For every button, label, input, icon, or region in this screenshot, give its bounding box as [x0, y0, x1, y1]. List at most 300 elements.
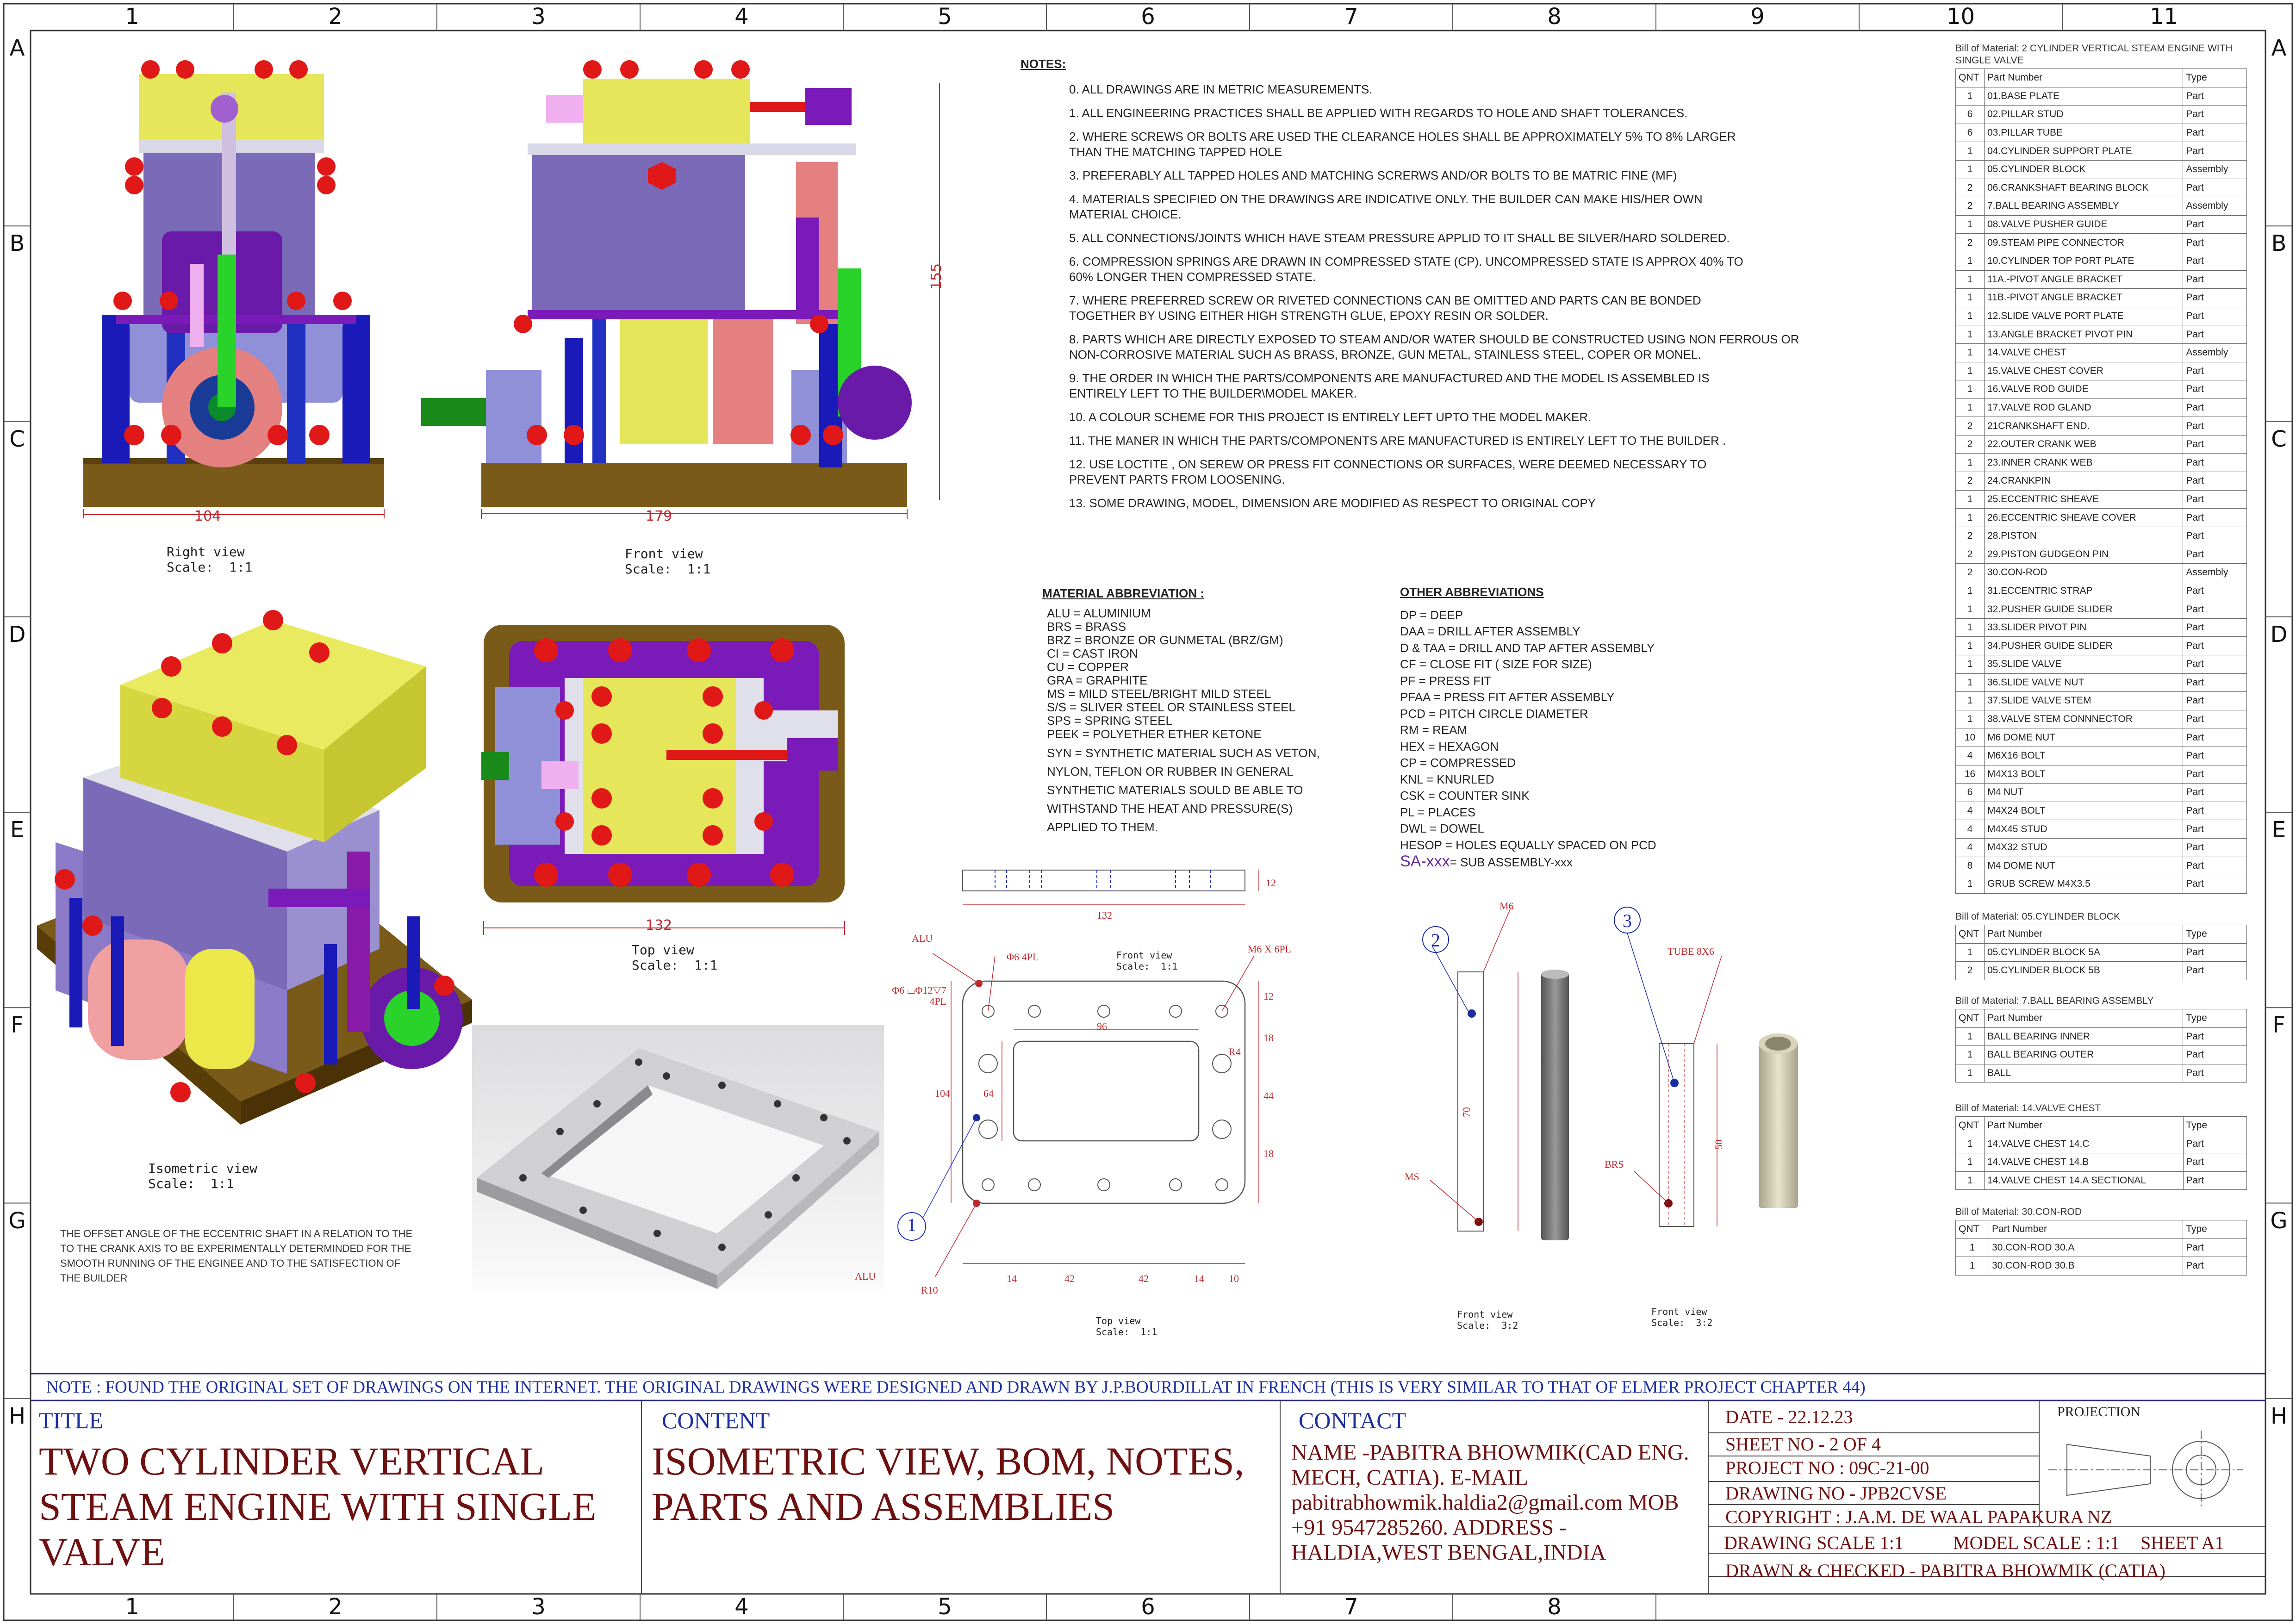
bom-row	[1956, 87, 2247, 106]
bom-row	[1956, 618, 2247, 637]
right-view-drawing	[74, 56, 403, 523]
bom-row	[1956, 1064, 2247, 1083]
bom-row	[1956, 325, 2247, 344]
bom-main	[1955, 43, 2247, 894]
bom-row	[1956, 600, 2247, 619]
bom-cell: 22.OUTER CRANK WEB	[1984, 435, 2183, 454]
bom-cell: 16	[1956, 765, 1985, 784]
bom-cell: 13.ANGLE BRACKET PIVOT PIN	[1984, 325, 2183, 344]
bom-cell: 16.VALVE ROD GUIDE	[1984, 380, 2183, 399]
bom-cell: 21CRANKSHAFT END.	[1984, 417, 2183, 436]
bom-cell: Part	[2183, 252, 2247, 270]
bom-cell: 2	[1956, 435, 1985, 454]
bom-row	[1956, 1153, 2247, 1172]
material-abbreviation-block	[1042, 586, 1352, 836]
bom-row	[1956, 106, 2247, 124]
pillar-stud-caption: Front view Scale: 3:2	[1457, 1309, 1518, 1331]
bom-cell: Part	[2183, 417, 2247, 436]
bom-cell: 1	[1956, 1171, 1985, 1190]
svg-text:ALU: ALU	[912, 933, 933, 944]
bom-cell: 29.PISTON GUDGEON PIN	[1984, 545, 2183, 564]
bom-cell: 2	[1956, 545, 1985, 564]
bom-header-cell: Part Number	[1984, 1009, 2183, 1028]
grid-col-bottom: 1	[125, 1594, 139, 1620]
bom-cell: 28.PISTON	[1984, 527, 2183, 545]
bom-cell: M4X32 STUD	[1984, 838, 2183, 857]
bom-cell: M4 DOME NUT	[1984, 857, 2183, 875]
note-item: 12. USE LOCTITE , ON SEREW OR PRESS FIT CONNECTIONS OR SURFACES, WERE DEEMED NECESSARY TO PREVENT PARTS FROM LOOSENING.	[1069, 457, 1707, 486]
bom-cell: 1	[1956, 87, 1985, 106]
bom-cell: 1	[1956, 380, 1985, 399]
bom-cylinder-title: Bill of Material: 05.CYLINDER BLOCK	[1955, 911, 2120, 922]
svg-text:Φ6 4PL: Φ6 4PL	[1007, 951, 1039, 963]
pillar-stud-material: MS	[1405, 1171, 1419, 1182]
grid-col-top: 5	[938, 4, 952, 30]
bom-cell: 24.CRANKPIN	[1984, 472, 2183, 491]
bom-main-title: Bill of Material: 2 CYLINDER VERTICAL STEAM ENGINE WITH SINGLE VALVE	[1955, 43, 2233, 66]
bom-cell: 14.VALVE CHEST	[1984, 343, 2183, 362]
bom-cell: 1	[1956, 490, 1985, 509]
bom-row	[1956, 802, 2247, 820]
bom-cell: Part	[2183, 747, 2247, 765]
note-item: 7. WHERE PREFERRED SCREW OR RIVETED CONNECTIONS CAN BE OMITTED AND PARTS CAN BE BONDED TOGETHER BY USING EITHER HIGH STRENGTH GLUE, EPOXY RESIN OR SOLDER.	[1069, 293, 1701, 323]
bom-cell: 34.PUSHER GUIDE SLIDER	[1984, 637, 2183, 655]
plate-hole-callout: Φ6 ⌴Φ12▽7 4PL	[892, 984, 946, 1007]
bom-row	[1956, 747, 2247, 765]
bom-cell: 1	[1956, 454, 1985, 472]
projection-label: PROJECTION	[2057, 1404, 2141, 1419]
bom-cell: Part	[2183, 234, 2247, 252]
bom-cell: 2	[1956, 197, 1985, 216]
other-abbr-item: PFAA = PRESS FIT AFTER ASSEMBLY	[1400, 690, 1615, 704]
bom-cell: 4	[1956, 820, 1985, 839]
bom-row	[1956, 784, 2247, 802]
bom-row	[1956, 362, 2247, 380]
bom-cell: 2	[1956, 564, 1985, 582]
syn-note: SYN = SYNTHETIC MATERIAL SUCH AS VETON, NYLON, TEFLON OR RUBBER IN GENERAL SYNTHETIC MATERIALS SOULD BE ABLE TO WITHSTAND THE HEAT AND PRESSURE(S) APPLIED TO THEM.	[1047, 746, 1320, 834]
bom-cell: M4X13 BOLT	[1984, 765, 2183, 784]
bom-row	[1956, 1046, 2247, 1064]
title-block-note: NOTE : FOUND THE ORIGINAL SET OF DRAWINGS ON THE INTERNET. THE ORIGINAL DRAWINGS WERE DESIGNED AND DRAWN BY J.P.BOURDILLAT IN FRENCH (THIS IS VERY SIMILAR TO THAT OF ELMER PROJECT CHAPTER 44)	[46, 1378, 1866, 1397]
bom-row	[1956, 1171, 2247, 1190]
bom-cell: Part	[2183, 215, 2247, 234]
content-label: CONTENT	[662, 1407, 770, 1433]
bom-cell: 1	[1956, 692, 1985, 710]
bom-valve-chest	[1955, 1102, 2247, 1190]
svg-text:132: 132	[1097, 909, 1112, 921]
bom-cell: 14.VALVE CHEST 14.C	[1984, 1135, 2183, 1153]
bom-cell: 30.CON-ROD 30.A	[1989, 1238, 2183, 1257]
bom-cell: 6	[1956, 106, 1985, 124]
bom-cell: 11A.-PIVOT ANGLE BRACKET	[1984, 270, 2183, 289]
bom-cell: 1	[1956, 142, 1985, 161]
svg-text:42: 42	[1139, 1273, 1149, 1284]
bom-row	[1956, 307, 2247, 325]
other-abbr-item: DP = DEEP	[1400, 608, 1463, 622]
bom-cell: Part	[2183, 87, 2247, 106]
bom-row	[1956, 270, 2247, 289]
bom-cell: 35.SLIDE VALVE	[1984, 655, 2183, 674]
bom-cell: BALL	[1984, 1064, 2183, 1083]
note-item: 5. ALL CONNECTIONS/JOINTS WHICH HAVE STEAM PRESSURE APPLID TO IT SHALL BE SILVER/HARD SOLDERED.	[1069, 231, 1730, 245]
plate-3d-render	[472, 1025, 884, 1289]
bom-row	[1956, 252, 2247, 270]
grid-col-top: 2	[328, 4, 342, 30]
other-abbr-item: DAA = DRILL AFTER ASSEMBLY	[1400, 624, 1580, 638]
info-drawing-scale: DRAWING SCALE 1:1	[1724, 1532, 1904, 1553]
bom-row	[1956, 179, 2247, 197]
bom-cell: 38.VALVE STEM CONNNECTOR	[1984, 710, 2183, 728]
bom-cell: 08.VALVE PUSHER GUIDE	[1984, 215, 2183, 234]
bom-header-cell: QNT	[1956, 925, 1985, 944]
bom-cell: Part	[2183, 1171, 2247, 1190]
grid-col-top: 10	[1946, 4, 1975, 30]
bom-cell: 2	[1956, 234, 1985, 252]
material-abbr-item: CI = CAST IRON	[1047, 647, 1138, 660]
bom-cell: Part	[2183, 857, 2247, 875]
bom-cell: Part	[2183, 820, 2247, 839]
note-item: 6. COMPRESSION SPRINGS ARE DRAWN IN COMPRESSED STATE (CP). UNCOMPRESSED STATE IS APPROX 40% TO 60% LONGER THEN COMPRESSED STATE.	[1069, 255, 1743, 284]
material-abbreviation-title: MATERIAL ABBREVIATION :	[1042, 586, 1205, 600]
bom-cell: 1	[1956, 655, 1985, 674]
bom-row	[1956, 857, 2247, 875]
bom-row	[1956, 160, 2247, 179]
bom-cell: 1	[1956, 307, 1985, 325]
bom-cell: Part	[2183, 1046, 2247, 1064]
bom-cell: Part	[2183, 943, 2247, 962]
bom-cell: 37.SLIDE VALVE STEM	[1984, 692, 2183, 710]
pillar-tube-caption: Front view Scale: 3:2	[1651, 1306, 1713, 1328]
svg-text:96: 96	[1097, 1020, 1107, 1032]
bom-cell: Assembly	[2183, 160, 2247, 179]
material-abbr-item: CU = COPPER	[1047, 660, 1129, 674]
grid-row-left: F	[11, 1012, 24, 1039]
bom-cell: Part	[2183, 692, 2247, 710]
bom-cell: 23.INNER CRANK WEB	[1984, 454, 2183, 472]
contact-label: CONTACT	[1299, 1407, 1406, 1433]
bom-cell: 36.SLIDE VALVE NUT	[1984, 673, 2183, 692]
note-item: 1. ALL ENGINEERING PRACTICES SHALL BE APPLIED WITH REGARDS TO HOLE AND SHAFT TOLERANCES.	[1069, 106, 1688, 120]
bom-header-cell: Part Number	[1984, 1117, 2183, 1135]
bom-row	[1956, 289, 2247, 307]
isometric-view-drawing	[28, 592, 477, 1143]
other-abbr-item: HEX = HEXAGON	[1400, 739, 1499, 753]
bom-cell: Part	[2183, 1238, 2247, 1257]
bom-cell: 1	[1956, 215, 1985, 234]
bom-cell: 11B.-PIVOT ANGLE BRACKET	[1984, 289, 2183, 307]
svg-text:12: 12	[1266, 877, 1276, 889]
bom-cell: 1	[1956, 160, 1985, 179]
bom-cell: Part	[2183, 398, 2247, 417]
grid-row-right: D	[2270, 621, 2288, 647]
grid-row-right: G	[2270, 1207, 2288, 1234]
note-item: 9. THE ORDER IN WHICH THE PARTS/COMPONENTS ARE MANUFACTURED AND THE MODEL IS ASSEMBLED IS ENTIRELY LEFT TO THE BUILDER\MODEL MAKER.	[1069, 371, 1710, 400]
bom-cell: 03.PILLAR TUBE	[1984, 124, 2183, 142]
bom-row	[1956, 820, 2247, 839]
material-abbr-item: BRS = BRASS	[1047, 620, 1126, 634]
grid-row-left: C	[9, 426, 25, 452]
bom-cell: 05.CYLINDER BLOCK	[1984, 160, 2183, 179]
material-abbr-item: PEEK = POLYETHER ETHER KETONE	[1047, 727, 1262, 741]
grid-col-top: 9	[1750, 4, 1765, 30]
bom-cell: Part	[2183, 106, 2247, 124]
bom-cell: 33.SLIDER PIVOT PIN	[1984, 618, 2183, 637]
info-drawn-checked: DRAWN & CHECKED - PABITRA BHOWMIK (CATIA)	[1725, 1560, 2165, 1581]
bom-cell: 1	[1956, 343, 1985, 362]
grid-col-bottom: 2	[328, 1594, 342, 1620]
bom-cell: 1	[1956, 1153, 1985, 1172]
bom-header-cell: Type	[2183, 1009, 2247, 1028]
bom-cell: M6 DOME NUT	[1984, 728, 2183, 747]
grid-col-bottom: 4	[734, 1594, 749, 1620]
bom-cell: 7.BALL BEARING ASSEMBLY	[1984, 197, 2183, 216]
bom-cell: 1	[1956, 398, 1985, 417]
bom-cell: 1	[1956, 875, 1985, 894]
svg-text:2: 2	[1431, 930, 1440, 951]
isometric-view-caption: Isometric view Scale: 1:1	[148, 1161, 258, 1191]
svg-text:ALU: ALU	[855, 1270, 876, 1282]
bom-cell: 1	[1956, 618, 1985, 637]
grid-row-left: G	[8, 1207, 26, 1234]
bom-cell: Part	[2183, 142, 2247, 161]
bom-header-cell: QNT	[1956, 1009, 1985, 1028]
svg-text:44: 44	[1263, 1090, 1274, 1101]
bom-row	[1956, 582, 2247, 600]
bom-row	[1956, 710, 2247, 728]
bom-cell: Part	[2183, 380, 2247, 399]
drawing-title: TWO CYLINDER VERTICAL STEAM ENGINE WITH SINGLE VALVE	[39, 1439, 597, 1574]
bom-row	[1956, 417, 2247, 436]
svg-text:18: 18	[1263, 1032, 1274, 1044]
drawing-content: ISOMETRIC VIEW, BOM, NOTES, PARTS AND ASSEMBLIES	[652, 1439, 1244, 1529]
grid-row-left: B	[9, 230, 25, 257]
bom-cell: BALL BEARING OUTER	[1984, 1046, 2183, 1064]
bom-row	[1956, 435, 2247, 454]
top-view-caption: Top view Scale: 1:1	[632, 942, 718, 973]
info-model-scale: MODEL SCALE : 1:1	[1953, 1532, 2120, 1553]
bom-conrod-title: Bill of Material: 30.CON-ROD	[1955, 1207, 2082, 1217]
svg-text:M6 X 6PL: M6 X 6PL	[1247, 943, 1291, 955]
base-plate-dims	[852, 852, 1379, 1351]
bom-cell: 1	[1956, 252, 1985, 270]
bom-cell: 10.CYLINDER TOP PORT PLATE	[1984, 252, 2183, 270]
plate-top-caption: Top view Scale: 1:1	[1096, 1315, 1157, 1338]
grid-col-bottom: 3	[531, 1594, 546, 1620]
bom-cell: Part	[2183, 1257, 2247, 1276]
svg-text:1: 1	[907, 1214, 916, 1235]
bom-row	[1956, 655, 2247, 674]
bom-cell: M4X45 STUD	[1984, 820, 2183, 839]
notes-block	[1020, 56, 1807, 519]
bom-cell: 14.VALVE CHEST 14.B	[1984, 1153, 2183, 1172]
material-abbr-item: MS = MILD STEEL/BRIGHT MILD STEEL	[1047, 687, 1271, 701]
bom-cell: Part	[2183, 673, 2247, 692]
svg-text:R4: R4	[1229, 1046, 1241, 1058]
bom-cell: Part	[2183, 1153, 2247, 1172]
bom-cell: Part	[2183, 765, 2247, 784]
info-date: DATE - 22.12.23	[1725, 1406, 1853, 1427]
bom-cylinder-table	[1955, 925, 2247, 980]
bom-cell: Part	[2183, 325, 2247, 344]
bom-cell: 1	[1956, 1135, 1985, 1153]
bom-header-cell: QNT	[1956, 1117, 1985, 1135]
bom-cell: Part	[2183, 655, 2247, 674]
front-view-drawing	[412, 51, 953, 528]
bom-row	[1956, 564, 2247, 582]
bom-cell: Part	[2183, 472, 2247, 491]
grid-col-top: 4	[734, 4, 749, 30]
bom-cell: M6X16 BOLT	[1984, 747, 2183, 765]
material-abbr-item: SPS = SPRING STEEL	[1047, 714, 1172, 728]
bom-cell: 09.STEAM PIPE CONNECTOR	[1984, 234, 2183, 252]
note-item: 10. A COLOUR SCHEME FOR THIS PROJECT IS ENTIRELY LEFT UPTO THE MODEL MAKER.	[1069, 410, 1592, 424]
bom-cell: Part	[2183, 802, 2247, 820]
bom-cell: Part	[2183, 875, 2247, 894]
plate-front-caption: Front view Scale: 1:1	[1116, 950, 1178, 972]
bom-header-cell: QNT	[1956, 1220, 1989, 1239]
bom-row	[1956, 692, 2247, 710]
right-view-dim: 104	[194, 508, 221, 524]
svg-text:12: 12	[1263, 990, 1274, 1002]
grid-col-top: 11	[2149, 4, 2178, 30]
bom-cell: Part	[2183, 582, 2247, 600]
bom-row	[1956, 838, 2247, 857]
bom-cell: 6	[1956, 124, 1985, 142]
material-abbr-item: ALU = ALUMINIUM	[1047, 606, 1151, 620]
info-project-no: PROJECT NO : 09C-21-00	[1725, 1457, 1929, 1478]
bom-cell: 04.CYLINDER SUPPORT PLATE	[1984, 142, 2183, 161]
contact-details: NAME -PABITRA BHOWMIK(CAD ENG. MECH, CATIA). E-MAIL pabitrabhowmik.haldia2@gmail.com MOB +91 9547285260. ADDRESS -HALDIA,WEST BENGAL,INDIA	[1291, 1440, 1689, 1565]
bom-cell: 1	[1956, 509, 1985, 527]
bom-cell: Part	[2183, 527, 2247, 545]
bom-cell: 06.CRANKSHAFT BEARING BLOCK	[1984, 179, 2183, 197]
bom-cell: 1	[1956, 270, 1985, 289]
note-item: 4. MATERIALS SPECIFIED ON THE DRAWINGS ARE INDICATIVE ONLY. THE BUILDER CAN MAKE HIS/HER OWN MATERIAL CHOICE.	[1069, 192, 1703, 221]
front-view-dim-height: 155	[928, 263, 945, 290]
pillar-stud-thread: M6	[1500, 900, 1514, 912]
bom-cell: 1	[1956, 325, 1985, 344]
svg-text:R10: R10	[921, 1284, 938, 1296]
bom-cell: M4X24 BOLT	[1984, 802, 2183, 820]
bom-cell: 2	[1956, 179, 1985, 197]
bom-cell: 25.ECCENTRIC SHEAVE	[1984, 490, 2183, 509]
grid-row-right: C	[2271, 426, 2287, 452]
top-view-drawing	[481, 622, 847, 942]
bom-row	[1956, 509, 2247, 527]
grid-col-top: 8	[1547, 4, 1562, 30]
bom-header-cell: QNT	[1956, 69, 1985, 87]
bom-cell: Part	[2183, 179, 2247, 197]
info-sheet-size: SHEET A1	[2140, 1532, 2224, 1553]
bom-row	[1956, 875, 2247, 894]
bom-cell: Assembly	[2183, 564, 2247, 582]
bom-main-table	[1955, 68, 2247, 894]
bom-cell: 05.CYLINDER BLOCK 5A	[1984, 943, 2183, 962]
notes-title: NOTES:	[1020, 57, 1066, 71]
pillar-tube-length: 50	[1713, 1139, 1724, 1150]
front-view-dim-width: 179	[646, 508, 672, 524]
bom-cell: 01.BASE PLATE	[1984, 87, 2183, 106]
bom-row	[1956, 490, 2247, 509]
bom-header-cell: Type	[2183, 1117, 2247, 1135]
bom-cell: Assembly	[2183, 343, 2247, 362]
material-abbr-item: GRA = GRAPHITE	[1047, 673, 1148, 687]
bom-cell: 8	[1956, 857, 1985, 875]
bom-cell: Part	[2183, 545, 2247, 564]
bom-cell: Part	[2183, 289, 2247, 307]
bom-row	[1956, 1135, 2247, 1153]
other-abbr-item: D & TAA = DRILL AND TAP AFTER ASSEMBLY	[1400, 641, 1655, 655]
material-abbr-item: S/S = SLIVER STEEL OR STAINLESS STEEL	[1047, 700, 1295, 714]
info-drawing-no: DRAWING NO - JPB2CVSE	[1725, 1483, 1947, 1504]
grid-row-right: B	[2271, 230, 2287, 257]
material-abbr-item: BRZ = BRONZE OR GUNMETAL (BRZ/GM)	[1047, 633, 1283, 647]
bom-row	[1956, 527, 2247, 545]
bom-row	[1956, 1027, 2247, 1046]
note-item: 13. SOME DRAWING, MODEL, DIMENSION ARE MODIFIED AS RESPECT TO ORIGINAL COPY	[1069, 496, 1596, 510]
bom-row	[1956, 962, 2247, 980]
other-abbr-item: DWL = DOWEL	[1400, 821, 1484, 835]
bom-cell: 4	[1956, 802, 1985, 820]
bom-header-cell: Type	[2183, 1220, 2247, 1239]
grid-row-left: A	[9, 35, 25, 61]
other-abbr-item: HESOP = HOLES EQUALLY SPACED ON PCD	[1400, 838, 1656, 852]
bom-cell: 1	[1956, 943, 1985, 962]
info-sheet-no: SHEET NO - 2 OF 4	[1725, 1434, 1881, 1455]
bom-cell: 1	[1956, 1027, 1985, 1046]
bom-header-cell: Type	[2183, 69, 2247, 87]
bom-cell: 17.VALVE ROD GLAND	[1984, 398, 2183, 417]
grid-col-bottom: 5	[938, 1594, 952, 1620]
bom-cell: 10	[1956, 728, 1985, 747]
bom-cell: 26.ECCENTRIC SHEAVE COVER	[1984, 509, 2183, 527]
bom-cell: Part	[2183, 362, 2247, 380]
bom-row	[1956, 943, 2247, 962]
bom-cell: 2	[1956, 472, 1985, 491]
bom-cell: 30.CON-ROD 30.B	[1989, 1257, 2183, 1276]
bom-cell: Part	[2183, 1027, 2247, 1046]
bom-cell: Part	[2183, 1135, 2247, 1153]
bom-cell: Part	[2183, 270, 2247, 289]
bom-cell: Part	[2183, 710, 2247, 728]
grid-row-right: F	[2272, 1012, 2285, 1039]
bom-row	[1956, 765, 2247, 784]
bom-cell: Part	[2183, 600, 2247, 619]
bom-cell: 2	[1956, 527, 1985, 545]
info-copyright: COPYRIGHT : J.A.M. DE WAAL PAPAKURA NZ	[1725, 1506, 2112, 1527]
bom-cell: Part	[2183, 307, 2247, 325]
bom-row	[1956, 124, 2247, 142]
bom-cell: Part	[2183, 435, 2247, 454]
sa-text: = SUB ASSEMBLY-xxx	[1450, 855, 1573, 869]
bom-row	[1956, 545, 2247, 564]
grid-col-top: 7	[1344, 4, 1358, 30]
bom-cell: Part	[2183, 124, 2247, 142]
bom-ball-title: Bill of Material: 7.BALL BEARING ASSEMBLY	[1955, 996, 2154, 1006]
bom-cell: Part	[2183, 618, 2247, 637]
bom-cell: 30.CON-ROD	[1984, 564, 2183, 582]
bom-cell: 2	[1956, 962, 1985, 980]
other-abbreviations-block	[1400, 584, 1705, 871]
grid-row-left: H	[8, 1403, 26, 1429]
bom-header-cell: Part Number	[1984, 925, 2183, 944]
bom-cell: 1	[1956, 673, 1985, 692]
bom-cell: 4	[1956, 838, 1985, 857]
other-abbr-item: CSK = COUNTER SINK	[1400, 789, 1530, 803]
svg-text:18: 18	[1263, 1148, 1274, 1159]
bom-cylinder	[1955, 911, 2247, 980]
bom-cell: 1	[1956, 1046, 1985, 1064]
